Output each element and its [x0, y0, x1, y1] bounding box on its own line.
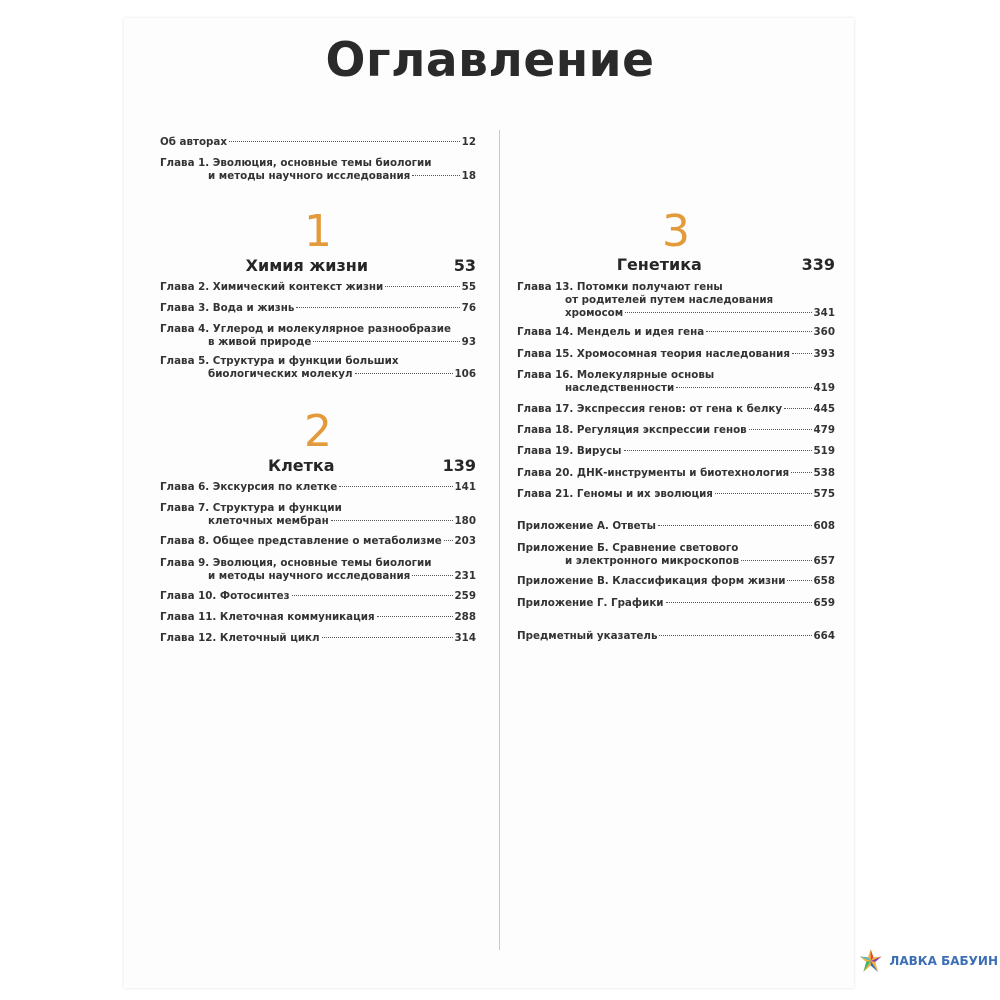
toc-page-number: 519: [813, 445, 835, 457]
toc-entry-chapter-7[interactable]: [160, 502, 476, 528]
dot-leader: [355, 373, 453, 374]
part-title: Химия жизни: [245, 256, 369, 275]
toc-page-number: 259: [454, 590, 476, 602]
part-number-1: 1: [304, 206, 332, 257]
toc-entry-chapter-21[interactable]: [517, 488, 835, 501]
dot-leader: [292, 595, 453, 596]
toc-entry-chapter-8[interactable]: [160, 535, 476, 548]
toc-page-number: 664: [813, 630, 835, 642]
dot-leader: [715, 493, 812, 494]
toc-entry-chapter-5[interactable]: [160, 355, 476, 381]
toc-page-number: 657: [813, 555, 835, 567]
dot-leader: [676, 387, 811, 388]
toc-page-number: 341: [813, 307, 835, 319]
dot-leader: [787, 580, 811, 581]
dot-leader: [444, 540, 453, 541]
toc-entry-label: Об авторах: [160, 136, 227, 148]
dot-leader: [313, 341, 459, 342]
toc-entry-chapter-2[interactable]: [160, 281, 476, 294]
dot-leader: [792, 353, 812, 354]
toc-entry-chapter-15[interactable]: [517, 348, 835, 361]
toc-entry-label-cont: от родителей путем наследования: [565, 294, 774, 306]
dot-leader: [412, 575, 452, 576]
dot-leader: [658, 525, 812, 526]
toc-page-number: 106: [454, 368, 476, 380]
store-logo-text: ЛАВКА БАБУИН: [889, 954, 998, 968]
toc-entry-chapter-20[interactable]: [517, 467, 835, 480]
toc-entry-chapter-11[interactable]: [160, 611, 476, 624]
toc-entry-label: Приложение В. Классификация форм жизни: [517, 575, 786, 587]
toc-entry-chapter-13[interactable]: [517, 281, 835, 320]
toc-entry-chapter-3[interactable]: [160, 302, 476, 315]
toc-entry-label: Глава 15. Хромосомная теория наследования: [517, 348, 790, 360]
toc-entry-label: Глава 6. Экскурсия по клетке: [160, 481, 338, 493]
toc-entry-label: Глава 11. Клеточная коммуникация: [160, 611, 375, 623]
dot-leader: [331, 520, 453, 521]
dot-leader: [741, 560, 811, 561]
toc-entry-label: Глава 19. Вирусы: [517, 445, 622, 457]
toc-entry-label-cont: в живой природе: [208, 336, 312, 348]
toc-page-number: 12: [461, 136, 476, 148]
dot-leader: [385, 286, 459, 287]
toc-entry-label: Глава 12. Клеточный цикл: [160, 632, 320, 644]
toc-entry-chapter-6[interactable]: [160, 481, 476, 494]
toc-entry-appendix-g[interactable]: [517, 597, 835, 610]
toc-entry-about-authors[interactable]: [160, 136, 476, 149]
toc-page-number: 314: [454, 632, 476, 644]
toc-page-number: 76: [461, 302, 476, 314]
toc-page-number: 608: [813, 520, 835, 532]
part-heading-2[interactable]: [160, 456, 476, 475]
dot-leader: [624, 450, 812, 451]
toc-entry-label: Глава 3. Вода и жизнь: [160, 302, 295, 314]
toc-entry-label: Глава 8. Общее представление о метаболизме: [160, 535, 442, 547]
dot-leader: [706, 331, 811, 332]
toc-page-number: 419: [813, 382, 835, 394]
toc-entry-chapter-12[interactable]: [160, 632, 476, 645]
toc-page-number: 203: [454, 535, 476, 547]
toc-page-number: 141: [454, 481, 476, 493]
toc-entry-label: Приложение Г. Графики: [517, 597, 664, 609]
toc-entry-appendix-a[interactable]: [517, 520, 835, 533]
toc-entry-appendix-b[interactable]: [517, 542, 835, 568]
toc-entry-label-cont: и методы научного исследования: [208, 170, 411, 182]
toc-entry-label: Глава 4. Углерод и молекулярное разнообразие: [160, 323, 452, 335]
toc-page-number: 538: [813, 467, 835, 479]
toc-entry-label: Глава 14. Мендель и идея гена: [517, 326, 705, 338]
toc-entry-label-cont: и электронного микроскопов: [565, 555, 740, 567]
toc-entry-chapter-9[interactable]: [160, 557, 476, 583]
toc-entry-label-cont: хромосом: [565, 307, 624, 319]
toc-page-number: 393: [813, 348, 835, 360]
toc-entry-chapter-14[interactable]: [517, 326, 835, 339]
toc-page-number: 479: [813, 424, 835, 436]
toc-entry-label: Глава 17. Экспрессия генов: от гена к белку: [517, 403, 783, 415]
toc-entry-chapter-19[interactable]: [517, 445, 835, 458]
toc-entry-label-cont: наследственности: [565, 382, 675, 394]
part-title: Генетика: [616, 255, 702, 274]
dot-leader: [322, 637, 453, 638]
toc-entry-label: Предметный указатель: [517, 630, 658, 642]
toc-page-number: 93: [461, 336, 476, 348]
dot-leader: [784, 408, 811, 409]
toc-entry-label: Глава 1. Эволюция, основные темы биологии: [160, 157, 432, 169]
toc-page-number: 445: [813, 403, 835, 415]
toc-entry-label-cont: биологических молекул: [208, 368, 353, 380]
toc-entry-label: Приложение А. Ответы: [517, 520, 656, 532]
part-page-number: 339: [801, 255, 835, 274]
toc-page-number: 55: [461, 281, 476, 293]
toc-page-number: 231: [454, 570, 476, 582]
dot-leader: [659, 635, 811, 636]
toc-entry-chapter-4[interactable]: [160, 323, 476, 349]
toc-entry-chapter-16[interactable]: [517, 369, 835, 395]
dot-leader: [339, 486, 452, 487]
toc-page-number: 180: [454, 515, 476, 527]
toc-page-number: 18: [461, 170, 476, 182]
star-logo-icon: [858, 947, 883, 975]
toc-entry-appendix-v[interactable]: [517, 575, 835, 588]
toc-entry-label: Глава 10. Фотосинтез: [160, 590, 290, 602]
toc-entry-label: Глава 18. Регуляция экспрессии генов: [517, 424, 747, 436]
part-title: Клетка: [268, 456, 335, 475]
part-page-number: 53: [453, 256, 476, 275]
dot-leader: [229, 141, 460, 142]
part-heading-3[interactable]: [517, 255, 835, 274]
toc-entry-chapter-1[interactable]: [160, 157, 476, 183]
toc-entry-label: Глава 5. Структура и функции больших: [160, 355, 399, 367]
toc-page-number: 360: [813, 326, 835, 338]
column-divider: [499, 130, 500, 950]
toc-entry-label-cont: клеточных мембран: [208, 515, 329, 527]
toc-entry-label: Глава 21. Геномы и их эволюция: [517, 488, 713, 500]
toc-entry-label: Приложение Б. Сравнение светового: [517, 542, 739, 554]
toc-entry-chapter-17[interactable]: [517, 403, 835, 416]
toc-entry-label: Глава 9. Эволюция, основные темы биологии: [160, 557, 432, 569]
toc-entry-label: Глава 13. Потомки получают гены: [517, 281, 723, 293]
toc-page-number: 288: [454, 611, 476, 623]
dot-leader: [377, 616, 453, 617]
dot-leader: [296, 307, 459, 308]
toc-entry-chapter-18[interactable]: [517, 424, 835, 437]
dot-leader: [625, 312, 811, 313]
toc-page-number: 659: [813, 597, 835, 609]
toc-entry-label: Глава 7. Структура и функции: [160, 502, 342, 514]
dot-leader: [666, 602, 812, 603]
toc-entry-label: Глава 16. Молекулярные основы: [517, 369, 715, 381]
toc-page-number: 575: [813, 488, 835, 500]
toc-entry-label-cont: и методы научного исследования: [208, 570, 411, 582]
toc-page-number: 658: [813, 575, 835, 587]
part-heading-1[interactable]: [160, 256, 476, 275]
toc-entry-label: Глава 20. ДНК-инструменты и биотехнология: [517, 467, 790, 479]
part-number-3: 3: [662, 206, 690, 257]
dot-leader: [412, 175, 459, 176]
toc-entry-chapter-10[interactable]: [160, 590, 476, 603]
toc-entry-label: Глава 2. Химический контекст жизни: [160, 281, 384, 293]
part-number-2: 2: [304, 406, 332, 457]
toc-entry-index[interactable]: [517, 630, 835, 643]
part-page-number: 139: [442, 456, 476, 475]
page-title: Оглавление: [325, 33, 655, 88]
store-logo: [858, 945, 998, 977]
dot-leader: [791, 472, 811, 473]
dot-leader: [749, 429, 812, 430]
